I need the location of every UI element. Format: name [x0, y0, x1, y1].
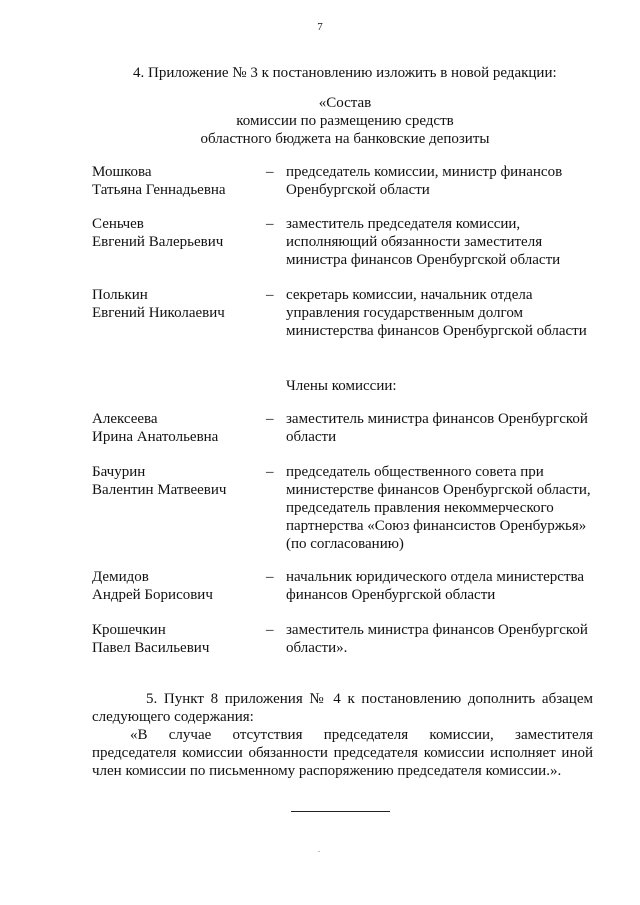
member-given-names: Валентин Матвеевич: [92, 482, 227, 498]
member-surname: Крошечкин: [92, 622, 166, 638]
member-role: председатель комиссии, министр финансов Оренбургской области: [286, 164, 563, 198]
separator-dash: –: [266, 464, 274, 480]
member-name: [92, 163, 262, 199]
member-given-names: Андрей Борисович: [92, 587, 213, 603]
member-surname: Демидов: [92, 569, 149, 585]
separator-dash: –: [266, 569, 274, 585]
member-role: секретарь комиссии, начальник отдела управления государственным долгом министерства финансов Оренбургской области: [286, 287, 587, 339]
paragraph-4: 4. Приложение № 3 к постановлению изложить в новой редакции:: [133, 65, 557, 81]
member-name: [92, 410, 262, 446]
paragraph-5: [92, 690, 593, 780]
members-heading: Члены комиссии:: [286, 378, 397, 394]
separator-dash: –: [266, 164, 274, 180]
member-surname: Бачурин: [92, 464, 146, 480]
scan-speck: [318, 851, 320, 852]
member-given-names: Татьяна Геннадьевна: [92, 182, 226, 198]
member-given-names: Павел Васильевич: [92, 640, 210, 656]
closing-rule: [291, 811, 390, 812]
separator-dash: –: [266, 411, 274, 427]
member-name: [92, 463, 262, 499]
member-given-names: Евгений Николаевич: [92, 305, 225, 321]
composition-heading: [90, 94, 600, 148]
member-name: [92, 286, 262, 322]
heading-line-1: «Состав: [318, 95, 372, 111]
member-name: [92, 568, 262, 604]
member-role: начальник юридического отдела министерства финансов Оренбургской области: [286, 569, 585, 603]
member-role: заместитель министра финансов Оренбургской области».: [286, 622, 588, 656]
paragraph-5-intro: 5. Пункт 8 приложения № 4 к постановлению дополнить абзацем следующего содержания:: [92, 691, 593, 725]
member-surname: Мошкова: [92, 164, 152, 180]
member-given-names: Ирина Анатольевна: [92, 429, 219, 445]
heading-line-3: областного бюджета на банковские депозиты: [200, 131, 490, 147]
member-surname: Полькин: [92, 287, 148, 303]
separator-dash: –: [266, 287, 274, 303]
member-surname: Алексеева: [92, 411, 158, 427]
member-role: заместитель министра финансов Оренбургской области: [286, 411, 588, 445]
member-name: [92, 215, 262, 251]
member-given-names: Евгений Валерьевич: [92, 234, 224, 250]
separator-dash: –: [266, 216, 274, 232]
heading-line-2: комиссии по размещению средств: [236, 113, 454, 129]
member-surname: Сеньчев: [92, 216, 144, 232]
paragraph-5-quote: «В случае отсутствия председателя комиссии, заместителя председателя комиссии обязанности председателя комиссии исполняет иной член комиссии по письменному распоряжению председателя комиссии.».: [92, 727, 593, 779]
member-name: [92, 621, 262, 657]
member-role: заместитель председателя комиссии, исполняющий обязанности заместителя министра финансов Оренбургской области: [286, 216, 561, 268]
separator-dash: –: [266, 622, 274, 638]
member-role: председатель общественного совета при министерстве финансов Оренбургской области, председатель правления некоммерческого партнерства «Союз финансистов Оренбуржья» (по согласованию): [286, 464, 591, 552]
page-number: 7: [317, 21, 323, 33]
